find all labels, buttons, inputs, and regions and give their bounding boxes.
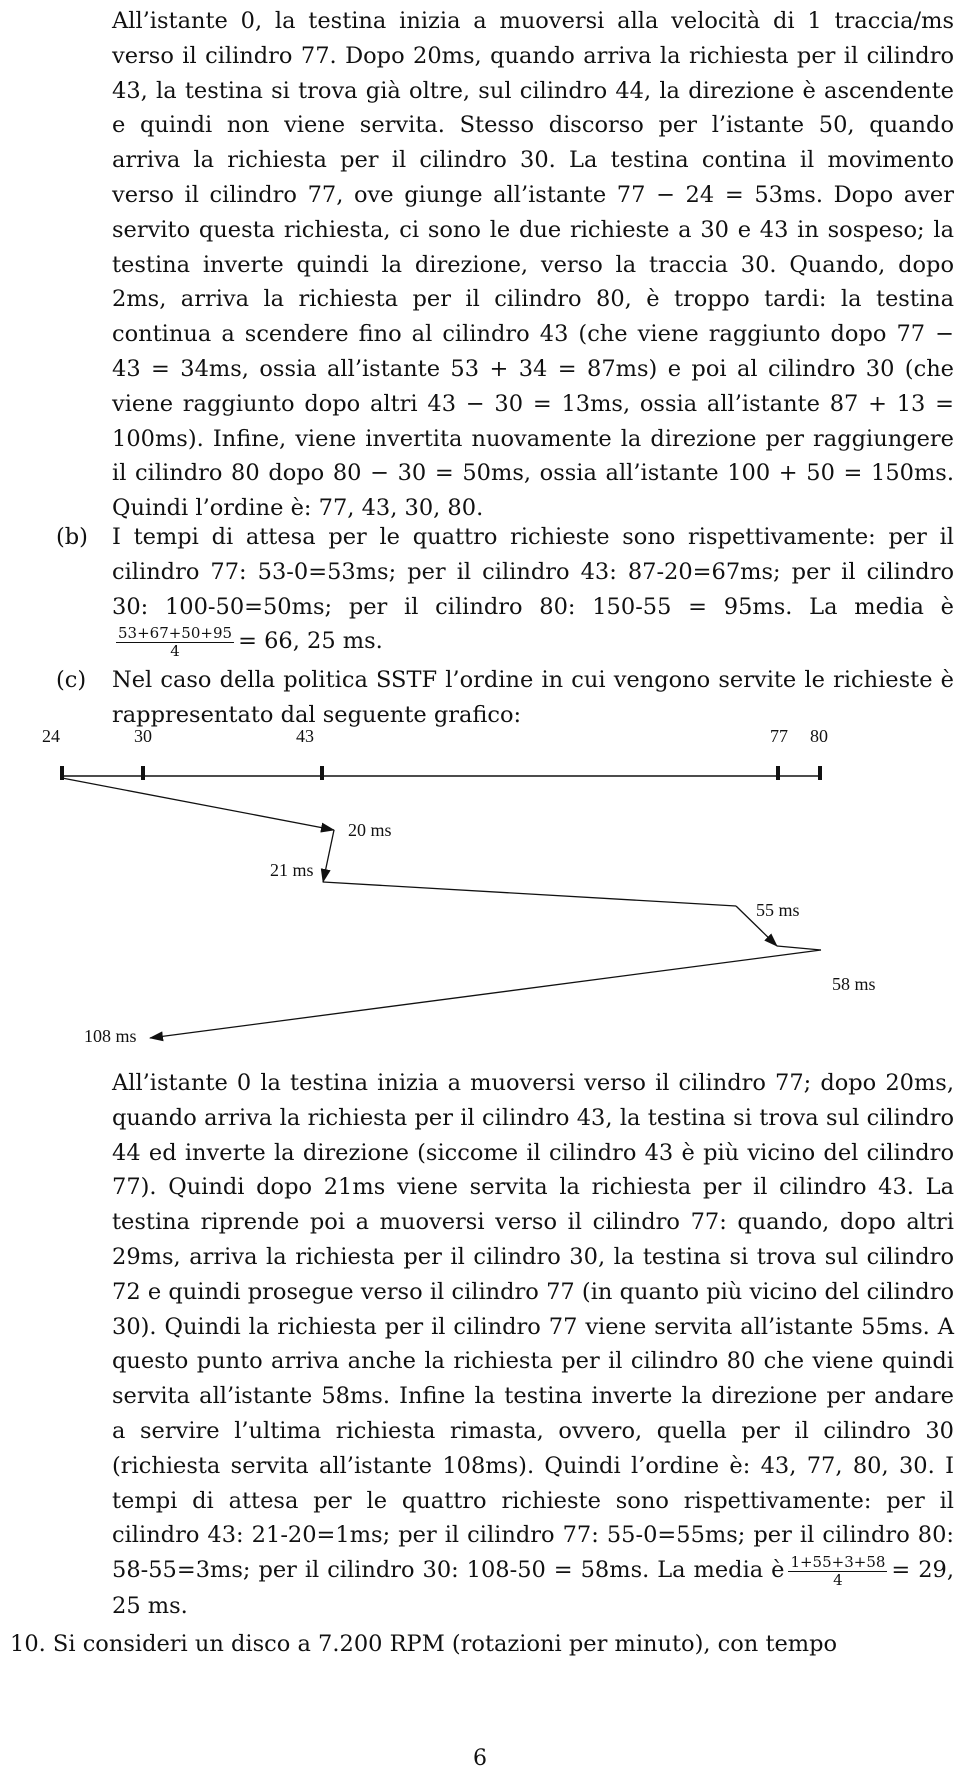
cylinder-label-77: 77 (770, 726, 788, 746)
item-b-text (112, 520, 954, 660)
time-label-108ms: 108 ms (84, 1026, 137, 1046)
average-fraction (116, 625, 234, 660)
tick-43 (320, 766, 324, 780)
item-b-label: (b) (56, 524, 88, 550)
question-10: 10. Si consideri un disco a 7.200 RPM (rotazioni per minuto), con tempo (10, 1631, 838, 1657)
fraction-denominator: 4 (170, 641, 180, 660)
tick-80 (818, 766, 822, 780)
item-b (56, 520, 954, 660)
cylinder-label-43: 43 (296, 726, 314, 746)
move-to-20ms (62, 778, 334, 830)
move-to-58ms (777, 946, 821, 950)
sstf-body: All’istante 0 la testina inizia a muoversi verso il cilindro 77; dopo 20ms, quando arriva la richiesta per il cilindro 43, la testina si trova sul cilindro 44 ed inverte la direzione (siccome il cilindro 43 è più vicino del cilindro 77). Quindi dopo 21ms viene servita la richiesta per il cilindro 43. La testina riprende poi a muoversi verso il cilindro 77: quando, dopo altri 29ms, arriva la richiesta per il cilindro 30, la testina si trova sul cilindro 72 e quindi prosegue verso il cilindro 77 (in quanto più vicino del cilindro 30). Quindi la richiesta per il cilindro 77 viene servita all’istante 55ms. A questo punto arriva anche la richiesta per il cilindro 80 che viene quindi servita all’istante 58ms. Infine la testina inverte la direzione per andare a servire l’ultima richiesta rimasta, ovvero, quella per il cilindro 30 (richiesta servita all’istante 108ms). Quindi l’ordine è: 43, 77, 80, 30. I tempi di attesa per le quattro richieste sono rispettivamente: per il cilindro 43: 21-20=1ms; per il cilindro 77: 55-0=55ms; per il cilindro 80: 58-55=3ms; per il cilindro 30: 108-50 = 58ms. La media è (112, 1070, 954, 1584)
sstf-average-fraction (788, 1554, 887, 1589)
item-b-body: I tempi di attesa per le quattro richieste sono rispettivamente: per il cilindro 77: 53-0=53ms; per il cilindro 43: 87-20=67ms; per il cilindro 30: 100-50=50ms; per il cilindro 80: 150-55 = 95ms. La media è (112, 524, 954, 620)
move-to-108ms (150, 950, 821, 1038)
time-label-21ms: 21 ms (270, 860, 314, 880)
cylinder-label-80: 80 (810, 726, 828, 746)
average-result: = 66, 25 ms. (238, 628, 383, 655)
cylinder-label-30: 30 (134, 726, 152, 746)
move-to-55ms-a (323, 882, 736, 906)
sstf-fraction-denominator: 4 (833, 1570, 843, 1589)
cylinder-label-24: 24 (42, 726, 60, 746)
tick-77 (776, 766, 780, 780)
page-number: 6 (473, 1746, 487, 1771)
sstf-fraction-numerator: 1+55+3+58 (790, 1552, 886, 1571)
fraction-numerator: 53+67+50+95 (118, 623, 233, 642)
sstf-average-result: = 29, 25 ms. (112, 1557, 954, 1619)
paragraph-sstf-explanation (112, 1066, 954, 1623)
sstf-diagram (0, 720, 960, 1060)
item-c-label: (c) (56, 667, 87, 693)
tick-30 (141, 766, 145, 780)
item-c-text: Nel caso della politica SSTF l’ordine in cui vengono servite le richieste è rappresentato dal seguente grafico: (112, 667, 954, 728)
time-label-55ms: 55 ms (756, 900, 800, 920)
time-label-20ms: 20 ms (348, 820, 392, 840)
time-label-58ms: 58 ms (832, 974, 876, 994)
move-to-21ms (323, 830, 334, 882)
paragraph-fcfs-explanation: All’istante 0, la testina inizia a muoversi alla velocità di 1 traccia/ms verso il cilindro 77. Dopo 20ms, quando arriva la richiesta per il cilindro 43, la testina si trova già oltre, sul cilindro 44, la direzione è ascendente e quindi non viene servita. Stesso discorso per l’istante 50, quando arriva la richiesta per il cilindro 30. La testina contina il movimento verso il cilindro 77, ove giunge all’istante 77 − 24 = 53ms. Dopo aver servito questa richiesta, ci sono le due richieste a 30 e 43 in sospeso; la testina inverte quindi la direzione, verso la traccia 30. Quando, dopo 2ms, arriva la richiesta per il cilindro 80, è troppo tardi: la testina continua a scendere fino al cilindro 43 (che viene raggiunto dopo 77 − 43 = 34ms, ossia all’istante 53 + 34 = 87ms) e poi al cilindro 30 (che viene raggiunto dopo altri 43 − 30 = 13ms, ossia all’istante 87 + 13 = 100ms). Infine, viene invertita nuovamente la direzione per raggiungere il cilindro 80 dopo 80 − 30 = 50ms, ossia all’istante 100 + 50 = 150ms. Quindi l’ordine è: 77, 43, 30, 80. (112, 8, 954, 522)
